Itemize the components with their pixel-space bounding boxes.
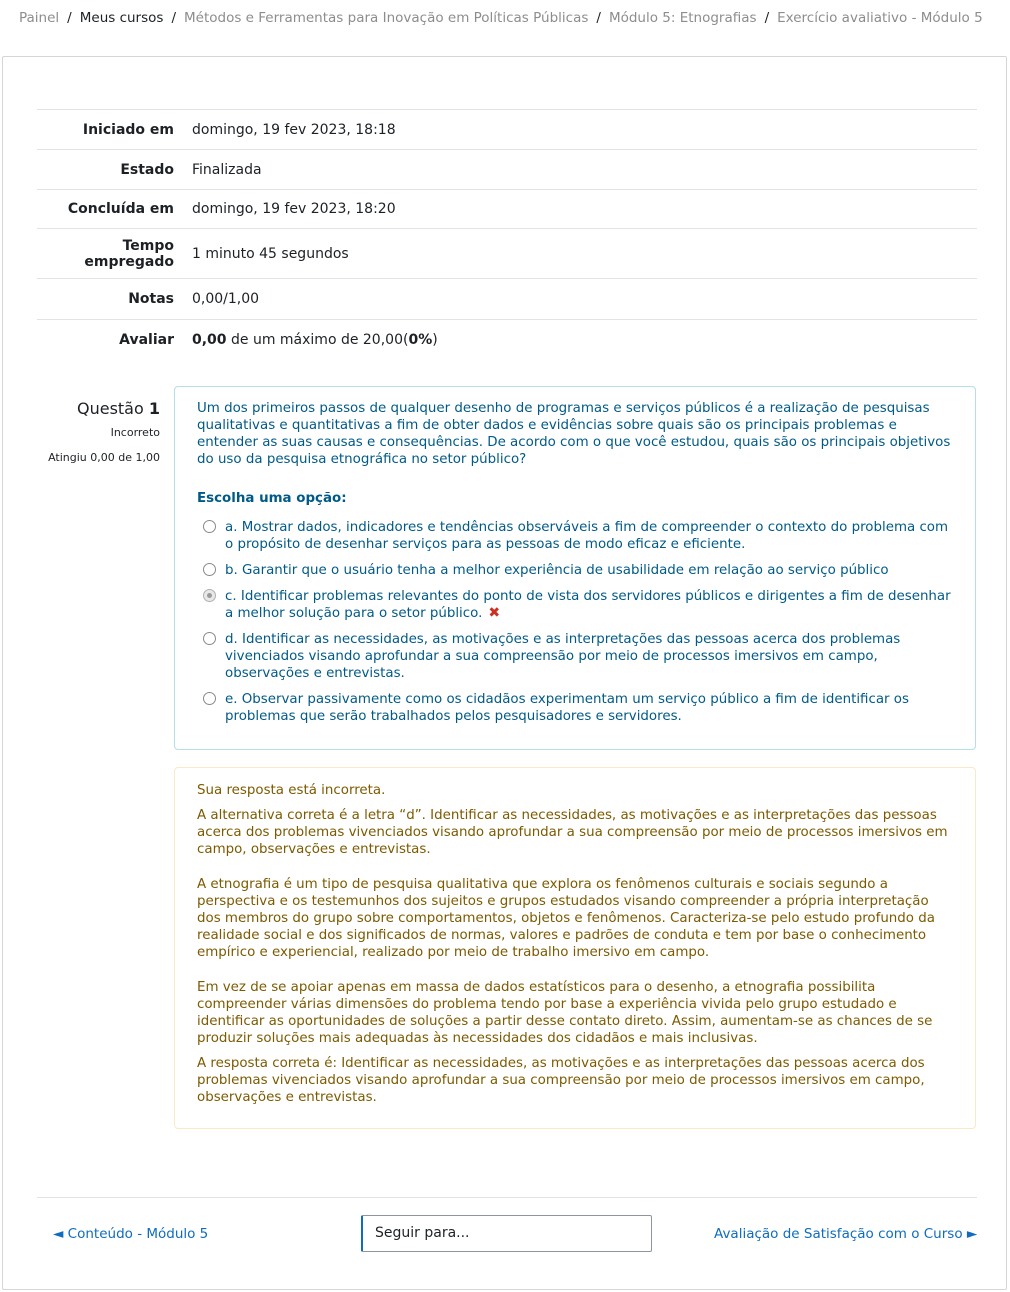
question-state: Incorreto (110, 426, 160, 439)
estado-label: Estado (120, 161, 174, 178)
breadcrumb-meus-cursos[interactable]: Meus cursos (79, 10, 164, 26)
feedback-paragraph: Em vez de se apoiar apenas em massa de dados estatísticos para o desenho, a etnografia possibilita compreender várias dimensões do problema tendo por base a experiência vivida pelo grupo estudado e identificar as oportunidades de soluções a partir desse contato direto. Assim, aumentam-se as chances de se produzir soluções mais adequadas às necessidades dos cidadãos e mais inclusivas. (197, 980, 933, 1046)
summary-row-tempo (37, 229, 977, 279)
summary-row-avaliar (37, 320, 977, 360)
feedback-box (174, 767, 976, 1129)
breadcrumb-curso[interactable]: Métodos e Ferramentas para Inovação em Políticas Públicas (184, 10, 589, 26)
question-number (43, 399, 160, 418)
tempo-label-line1: Tempo (122, 237, 174, 254)
answer-option-text: c. Identificar problemas relevantes do ponto de vista dos servidores públicos e dirigentes a fim de desenhar a melhor solução para o setor público. (225, 589, 951, 621)
answer-option-text: b. Garantir que o usuário tenha a melhor experiência de usabilidade em relação ao serviço público (225, 563, 889, 578)
breadcrumb-separator: / (67, 10, 72, 26)
breadcrumb-modulo[interactable]: Módulo 5: Etnografias (608, 10, 757, 26)
question-info (43, 399, 160, 464)
concluida-value: domingo, 19 fev 2023, 18:20 (192, 201, 396, 217)
feedback-right-answer: A resposta correta é: Identificar as necessidades, as motivações e as interpretações das pessoas acerca dos problemas vivenciados visando aprofundar a sua compreensão por meio de processos imersivos em campo, observações e entrevistas. (197, 1056, 925, 1105)
answer-option-d (197, 631, 955, 682)
answer-option-text: e. Observar passivamente como os cidadãos experimentam um serviço público a fim de identificar os problemas que serão trabalhados pelos pesquisadores e servidores. (225, 692, 909, 724)
navigation-divider (37, 1197, 977, 1198)
tempo-label (37, 229, 192, 279)
radio-a[interactable] (203, 520, 216, 533)
avaliar-end: ) (432, 331, 438, 348)
radio-d[interactable] (203, 632, 216, 645)
breadcrumb-painel[interactable]: Painel (19, 10, 60, 26)
answer-option-text: a. Mostrar dados, indicadores e tendências observáveis a fim de compreender o contexto do problema com o propósito de desenhar serviços para as pessoas de modo eficaz e eficiente. (225, 520, 949, 552)
estado-value: Finalizada (192, 161, 262, 178)
attempt-summary-table (37, 109, 977, 360)
answer-options (197, 519, 955, 725)
avaliar-middle: de um máximo de 20,00( (226, 331, 409, 348)
breadcrumb (19, 10, 983, 26)
avaliar-label: Avaliar (119, 331, 174, 348)
summary-row-concluida (37, 190, 977, 229)
prev-activity-link[interactable]: ◄ Conteúdo - Módulo 5 (53, 1226, 209, 1242)
question-formulation (174, 386, 976, 750)
next-activity-link[interactable]: Avaliação de Satisfação com o Curso ► (714, 1226, 978, 1242)
radio-e[interactable] (203, 692, 216, 705)
breadcrumb-exercicio[interactable]: Exercício avaliativo - Módulo 5 (777, 10, 983, 26)
iniciado-value: domingo, 19 fev 2023, 18:18 (192, 121, 396, 138)
iniciado-label: Iniciado em (82, 121, 174, 138)
tempo-value: 1 minuto 45 segundos (192, 245, 349, 262)
notas-value: 0,00/1,00 (192, 291, 260, 307)
answer-option-e (197, 691, 955, 725)
question-grade: Atingiu 0,00 de 1,00 (48, 451, 160, 464)
notas-label: Notas (128, 291, 174, 307)
summary-row-iniciado (37, 110, 977, 150)
answer-option-text: d. Identificar as necessidades, as motivações e as interpretações das pessoas acerca dos problemas vivenciados visando aprofundar a sua compreensão por meio de processos imersivos em campo, observações e entrevistas. (225, 632, 901, 681)
breadcrumb-separator: / (171, 10, 176, 26)
feedback-paragraph: A etnografia é um tipo de pesquisa qualitativa que explora os fenômenos culturais e sociais segundo a perspectiva e os testemunhos dos sujeitos e grupos estudados visando compreender a própria interpretação dos membros do grupo sobre comportamentos, objetos e fenômenos. Caracteriza-se pelo estudo profundo da realidade social e dos significados de normas, valores e padrões de conduta e tem por base o conhecimento empírico e experiencial, realizado por meio de trabalho imersivo em campo. (197, 877, 935, 960)
question-text: Um dos primeiros passos de qualquer desenho de programas e serviços públicos é a realização de pesquisas qualitativas e quantitativas a fim de obter dados e evidências sobre quais são os principais problemas e entender as suas causas e consequências. De acordo com o que você estudou, quais são os principais objetivos do uso da pesquisa etnográfica no setor público? (197, 401, 951, 467)
avaliar-value (192, 320, 977, 360)
tempo-label-line2: empregado (84, 253, 174, 270)
jump-to-select[interactable]: Seguir para... (361, 1215, 652, 1252)
summary-row-notas (37, 279, 977, 320)
breadcrumb-separator: / (764, 10, 770, 26)
radio-b[interactable] (203, 563, 216, 576)
main-card (2, 56, 1007, 1290)
summary-row-estado (37, 150, 977, 190)
breadcrumb-separator: / (596, 10, 601, 26)
feedback-status: Sua resposta está incorreta. (197, 783, 386, 798)
answer-option-b (197, 562, 955, 579)
answer-option-c (197, 588, 955, 622)
feedback-paragraph: A alternativa correta é a letra “d”. Identificar as necessidades, as motivações e as interpretações das pessoas acerca dos problemas vivenciados visando aprofundar a sua compreensão por meio de processos imersivos em campo, observações e entrevistas. (197, 808, 948, 857)
avaliar-percent: 0% (408, 331, 433, 348)
answer-prompt: Escolha uma opção: (197, 491, 347, 506)
answer-option-a (197, 519, 955, 553)
concluida-label: Concluída em (67, 201, 174, 217)
question-number-value: 1 (148, 399, 160, 418)
question-label: Questão (76, 399, 144, 418)
incorrect-icon: ✖ (488, 605, 501, 621)
avaliar-score: 0,00 (192, 331, 227, 348)
radio-c-selected[interactable] (203, 589, 216, 602)
